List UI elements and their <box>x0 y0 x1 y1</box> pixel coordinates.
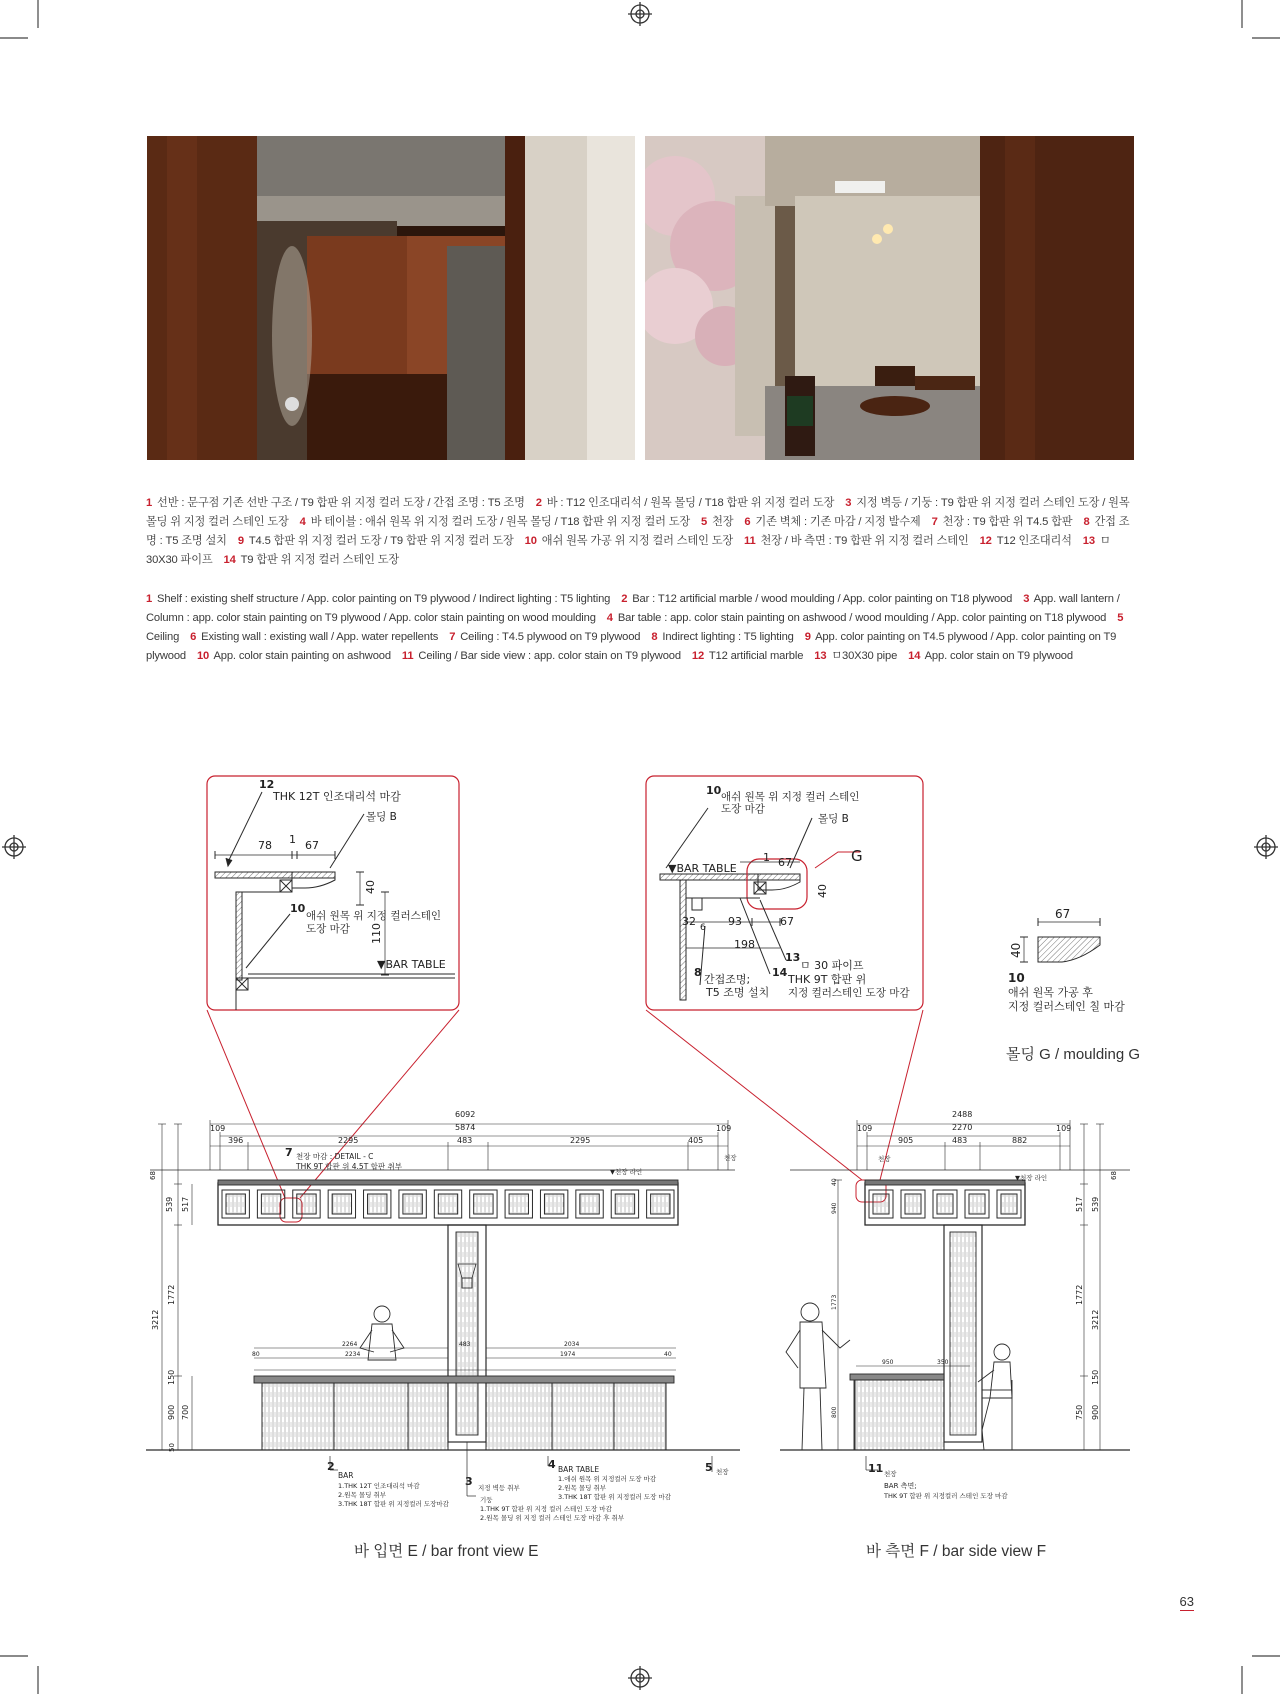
caption-text: Bar table : app. color stain painting on ashwood / wood moulding / App. color painting on T18 plywood <box>617 612 1107 624</box>
caption-text: 바 : T12 인조대리석 / 원목 몰딩 / T18 합판 위 지정 컬러 도장 <box>546 497 835 509</box>
dim-109-r: 109 <box>716 1124 732 1133</box>
label-bar-table: ▼BAR TABLE <box>377 958 446 971</box>
ceiling-panel-inset <box>438 1194 457 1214</box>
caption-number: 11 <box>401 650 414 662</box>
caption-number: 2 <box>621 593 628 605</box>
label-ply2: 지정 컬러스테인 도장 마감 <box>788 987 910 999</box>
label-table-1: 1.애쉬 원목 위 지정컬러 도장 마감 <box>558 1475 657 1483</box>
dim-68: 68 <box>149 1171 157 1180</box>
dim-67: 67 <box>778 856 792 869</box>
label-ceil-note: 천장 마감 : DETAIL - C <box>296 1152 374 1161</box>
caption-text: Ceiling : T4.5 plywood on T9 plywood <box>460 631 641 643</box>
dim-1: 1 <box>763 851 770 864</box>
label-marble: THK 12T 인조대리석 마감 <box>273 790 401 803</box>
dim-110: 110 <box>370 923 383 944</box>
caption-number: 9 <box>237 535 244 547</box>
dim-940: 940 <box>831 1202 838 1214</box>
dim-150: 150 <box>1091 1369 1100 1385</box>
ceiling-panel-inset <box>905 1194 921 1214</box>
caption-text: 애쉬 원목 가공 위 지정 컬러 스테인 도장 <box>541 535 734 547</box>
dim-405: 405 <box>688 1136 704 1145</box>
dim-67: 67 <box>305 839 319 852</box>
ceiling-panel-inset <box>544 1194 563 1214</box>
ceiling-panel-inset <box>580 1194 599 1214</box>
caption-number: 1 <box>146 593 153 605</box>
person-standing <box>360 1306 404 1360</box>
caption-text: 천장 : T9 합판 위 T4.5 합판 <box>942 516 1073 528</box>
caption-number: 5 <box>1117 612 1124 624</box>
label-lamp: 지정 벽등 취부 <box>478 1484 520 1492</box>
dim-900: 900 <box>1091 1404 1100 1420</box>
label-ceil5: 천장 <box>716 1468 729 1476</box>
dim-2295-l: 2295 <box>338 1136 359 1145</box>
dim-1772: 1772 <box>167 1284 176 1305</box>
label-ceil11: 천장 <box>884 1470 897 1478</box>
ceiling-panel-inset <box>474 1194 493 1214</box>
caption-text: T12 인조대리석 <box>996 535 1072 547</box>
dim-396: 396 <box>228 1136 244 1145</box>
detail-g-labels <box>668 784 910 999</box>
callout-11: 11 <box>868 1462 884 1475</box>
label-side: BAR 측면; <box>884 1482 917 1490</box>
label-ceil: 천장 <box>878 1155 891 1163</box>
person-standing-side <box>786 1303 850 1450</box>
caption-text: Shelf : existing shelf structure / App. color painting on T9 plywood / Indirect lighting : T5 lighting <box>157 593 611 605</box>
caption-text: 선반 : 문구점 기존 선반 구조 / T9 합판 위 지정 컬러 도장 / 간접 조명 : T5 조명 <box>157 497 525 509</box>
caption-number: 7 <box>931 516 938 528</box>
callout-14: 14 <box>772 966 788 979</box>
caption-text: 지정 벽등 / 기둥 : T9 합판 위 지정 컬러 스테인 도장 / 원목 몰딩 위 지정 컬러 스테인 도장 <box>146 497 1130 528</box>
caption-text: ㅁ30X30 pipe <box>831 650 898 662</box>
callout-10: 10 <box>1008 971 1025 985</box>
dim-150: 150 <box>167 1369 176 1385</box>
ceiling-panel-inset <box>509 1194 528 1214</box>
caption-text: Ceiling / Bar side view : app. color stain on T9 plywood <box>418 650 681 662</box>
caption-text: 천장 <box>712 516 734 528</box>
callout-8: 8 <box>694 966 702 979</box>
callout-2: 2 <box>327 1460 335 1473</box>
caption-text: T4.5 합판 위 지정 컬러 도장 / T9 합판 위 지정 컬러 도장 <box>248 535 514 547</box>
dim-1773: 1773 <box>831 1294 838 1310</box>
label-stain-2: 도장 마감 <box>306 923 350 935</box>
dim-2234: 2234 <box>345 1351 361 1358</box>
caption-number: 3 <box>845 497 852 509</box>
desc-2: 지정 컬러스테인 칠 마감 <box>1008 1000 1125 1013</box>
caption-number: 6 <box>190 631 197 643</box>
dim-539: 539 <box>165 1196 174 1212</box>
dim-3212: 3212 <box>1091 1309 1100 1330</box>
dim-1: 1 <box>289 833 296 846</box>
caption-number: 4 <box>299 516 306 528</box>
caption-text: 간접 조명 : T5 조명 설치 <box>146 516 1130 547</box>
callout-7: 7 <box>285 1146 293 1159</box>
dim-517: 517 <box>1075 1196 1084 1212</box>
label-bar-1: 1.THK 12T 인조대리석 마감 <box>338 1482 420 1490</box>
caption-number: 12 <box>691 650 705 662</box>
dim-67b: 67 <box>780 915 794 928</box>
dim-67: 67 <box>1055 907 1071 921</box>
dim-198: 198 <box>734 938 755 951</box>
dim-750: 750 <box>1075 1404 1084 1420</box>
dim-800: 800 <box>831 1406 838 1418</box>
dim-1772: 1772 <box>1075 1284 1084 1305</box>
caption-text: App. color stain painting on ashwood <box>213 650 391 662</box>
caption-number: 13 <box>1082 535 1095 547</box>
caption-number: 6 <box>744 516 751 528</box>
dim-32: 32 <box>682 915 696 928</box>
dim-78: 78 <box>258 839 272 852</box>
front-view-e <box>146 1120 740 1496</box>
dim-2264: 2264 <box>342 1341 358 1348</box>
dim-2295-r: 2295 <box>570 1136 591 1145</box>
caption-text: T12 artificial marble <box>708 650 804 662</box>
callout-10: 10 <box>290 902 306 915</box>
caption-text: App. wall lantern / Column : app. color stain painting on T9 plywood / App. color stain painting on wood moulding <box>146 593 1120 624</box>
dim-517: 517 <box>181 1196 190 1212</box>
caption-number: 3 <box>1023 593 1030 605</box>
ceiling-panel-inset <box>297 1194 316 1214</box>
dim-6092: 6092 <box>455 1110 476 1119</box>
dim-483-b: 483 <box>459 1341 471 1348</box>
dim-2034: 2034 <box>564 1341 580 1348</box>
caption-number: 5 <box>701 516 708 528</box>
label-bar-2: 2.원목 몰딩 취부 <box>338 1491 387 1499</box>
ceiling-panel-inset <box>261 1194 280 1214</box>
dim-483: 483 <box>952 1136 968 1145</box>
callout-5: 5 <box>705 1461 713 1474</box>
label-side-1: THK 9T 합판 위 지정컬러 스테인 도장 마감 <box>884 1492 1008 1500</box>
front-view-title: 바 입면 E / bar front view E <box>354 1543 539 1560</box>
dim-900: 900 <box>167 1404 176 1420</box>
dim-109-l: 109 <box>857 1124 873 1133</box>
label-moulding-b: 몰딩 B <box>818 813 849 825</box>
dim-483: 483 <box>457 1136 473 1145</box>
moulding-g-title: 몰딩 G / moulding G <box>1006 1046 1141 1063</box>
caption-number: 13 <box>814 650 827 662</box>
caption-number: 4 <box>606 612 613 624</box>
ceiling-panel-inset <box>615 1194 634 1214</box>
ceiling-panel-inset <box>226 1194 245 1214</box>
dim-40: 40 <box>1009 942 1023 958</box>
label-light-2: T5 조명 설치 <box>706 986 770 999</box>
label-moulding-b: 몰딩 B <box>366 811 397 823</box>
label-stain-1: 애쉬 원목 위 지정 컬러스테인 <box>306 910 442 922</box>
ceiling-panel-inset <box>873 1194 889 1214</box>
caption-text: Existing wall : existing wall / App. water repellents <box>201 631 439 643</box>
dim-350: 350 <box>937 1359 949 1366</box>
caption-number: 9 <box>804 631 811 643</box>
dim-109-r: 109 <box>1056 1124 1072 1133</box>
caption-text: 천장 / 바 측면 : T9 합판 위 지정 컬러 스테인 <box>760 535 969 547</box>
label-col-2: 2.원목 몰딩 위 지정 컬러 스테인 도장 마감 후 취부 <box>480 1514 625 1522</box>
label-ply: THK 9T 합판 위 <box>788 973 867 986</box>
callout-3: 3 <box>465 1475 473 1488</box>
moulding-g-drawing <box>1020 918 1100 962</box>
label-col-1: 1.THK 9T 합판 위 지정 컬러 스테인 도장 마감 <box>480 1505 612 1513</box>
dim-40: 40 <box>664 1351 672 1358</box>
dim-50: 50 <box>168 1443 176 1452</box>
caption-text: 기존 벽체 : 기존 마감 / 지정 발수제 <box>755 516 921 528</box>
desc-1: 애쉬 원목 가공 후 <box>1008 986 1093 999</box>
callout-10: 10 <box>706 784 722 797</box>
label-pipe: ㅁ 30 파이프 <box>800 959 864 972</box>
label-bar: BAR <box>338 1471 354 1480</box>
caption-number: 11 <box>744 535 756 547</box>
caption-number: 2 <box>535 497 542 509</box>
dim-950: 950 <box>882 1359 894 1366</box>
label-stain-2: 도장 마감 <box>721 803 765 815</box>
caption-number: 12 <box>979 535 992 547</box>
dim-68: 68 <box>1110 1171 1118 1180</box>
dim-40: 40 <box>831 1178 838 1186</box>
label-bar-3: 3.THK 18T 합판 위 지정컬러 도장마감 <box>338 1500 449 1508</box>
person-seated <box>978 1344 1012 1450</box>
caption-text: Bar : T12 artificial marble / wood moulding / App. color painting on T18 plywood <box>632 593 1013 605</box>
caption-text: Indirect lighting : T5 lighting <box>662 631 794 643</box>
caption-number: 14 <box>223 554 236 566</box>
label-bar-table: ▼BAR TABLE <box>668 862 737 875</box>
label-col: 기둥 <box>480 1496 493 1504</box>
caption-number: 7 <box>449 631 456 643</box>
label-stain-1: 애쉬 원목 위 지정 컬러 스테인 <box>721 791 860 803</box>
dim-3212: 3212 <box>151 1309 160 1330</box>
caption-number: 10 <box>196 650 210 662</box>
caption-number: 8 <box>651 631 658 643</box>
ceiling-panel-inset <box>403 1194 422 1214</box>
dim-700: 700 <box>181 1404 190 1420</box>
ceiling-panel-inset <box>651 1194 670 1214</box>
caption-number: 8 <box>1083 516 1090 528</box>
dim-2270: 2270 <box>952 1123 973 1132</box>
dim-6: 6 <box>700 923 706 933</box>
page-number: 63 <box>1179 1594 1194 1609</box>
label-ceil-note2: THK 9T 합판 위 4.5T 합판 취부 <box>296 1162 403 1171</box>
dim-882: 882 <box>1012 1136 1028 1145</box>
caption-number: 10 <box>524 535 537 547</box>
ceiling-panel-inset <box>368 1194 387 1214</box>
front-view-labels <box>149 1110 737 1522</box>
label-ceil-line: ▼천장 라인 <box>1015 1174 1048 1182</box>
caption-text: Ceiling <box>146 631 180 643</box>
caption-text: ㅁ30X30 파이프 <box>146 535 1111 566</box>
ceiling-panel-inset <box>937 1194 953 1214</box>
dim-1974: 1974 <box>560 1351 576 1358</box>
dim-93: 93 <box>728 915 742 928</box>
dim-5874: 5874 <box>455 1123 476 1132</box>
label-table-3: 3.THK 18T 합판 위 지정컬러 도장 마감 <box>558 1493 672 1501</box>
caption-number: 14 <box>908 650 921 662</box>
label-table-2: 2.원목 몰딩 취부 <box>558 1484 607 1492</box>
dim-2488: 2488 <box>952 1110 973 1119</box>
detail-c <box>207 776 459 1010</box>
dim-109-l: 109 <box>210 1124 226 1133</box>
callout-13: 13 <box>785 951 801 964</box>
label-ceil: 천장 <box>724 1154 737 1162</box>
ceiling-panel-inset <box>332 1194 351 1214</box>
caption-text: T9 합판 위 지정 컬러 스테인 도장 <box>240 554 400 566</box>
label-table: BAR TABLE <box>558 1465 600 1474</box>
dim-539: 539 <box>1091 1196 1100 1212</box>
dim-40: 40 <box>364 880 377 894</box>
caption-text: 바 테이블 : 애쉬 원목 위 지정 컬러 도장 / 원목 몰딩 / T18 합판 위 지정 컬러 도장 <box>310 516 691 528</box>
label-ceil-line: ▼천장 라인 <box>610 1168 643 1176</box>
ceiling-panel-inset <box>969 1194 985 1214</box>
dim-40: 40 <box>816 884 829 898</box>
label-light-1: 간접조명; <box>704 973 751 986</box>
caption-number: 1 <box>146 497 153 509</box>
label-g: G <box>851 847 863 865</box>
dim-905: 905 <box>898 1136 914 1145</box>
caption-text: App. color stain on T9 plywood <box>924 650 1073 662</box>
callout-4: 4 <box>548 1458 556 1471</box>
callout-12: 12 <box>259 778 275 791</box>
dim-80: 80 <box>252 1351 260 1358</box>
caption-text: App. color painting on T4.5 plywood / App. color painting on T9 plywood <box>146 631 1117 662</box>
ceiling-panel-inset <box>1001 1194 1017 1214</box>
side-view-title: 바 측면 F / bar side view F <box>866 1543 1047 1560</box>
